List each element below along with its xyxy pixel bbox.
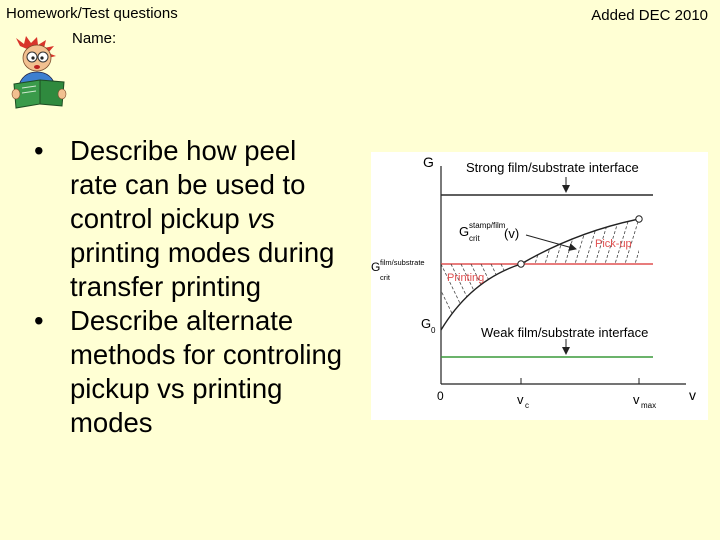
level-label-sup: film/substrate bbox=[380, 258, 425, 267]
curve-arrow bbox=[526, 235, 576, 249]
strong-interface-label: Strong film/substrate interface bbox=[466, 160, 639, 175]
curve-label-arg: (v) bbox=[504, 226, 520, 241]
cartoon-reader-icon bbox=[10, 36, 72, 110]
printing-label: Printing bbox=[447, 272, 485, 284]
added-date-label: Added DEC 2010 bbox=[591, 7, 708, 24]
weak-interface-label: Weak film/substrate interface bbox=[481, 325, 649, 340]
list-item bbox=[30, 304, 350, 440]
question-1-prefix: Describe how peel rate can be used to control pickup bbox=[70, 135, 306, 234]
peel-rate-diagram bbox=[371, 152, 708, 420]
curve-label-sub: crit bbox=[469, 234, 480, 243]
vmax-label-sub: max bbox=[641, 401, 657, 410]
vmax-label-v: v bbox=[633, 392, 640, 407]
name-label: Name: bbox=[72, 30, 117, 47]
origin-label: 0 bbox=[437, 389, 444, 403]
level-label-sub: crit bbox=[380, 273, 390, 282]
question-list bbox=[30, 134, 350, 440]
vmax-point bbox=[636, 216, 642, 222]
vc-label-v: v bbox=[517, 392, 524, 407]
g0-label-sub: 0 bbox=[431, 326, 436, 335]
x-axis-label: v bbox=[689, 387, 696, 403]
list-item bbox=[30, 134, 350, 304]
curve-label-g: G bbox=[459, 224, 470, 239]
level-label-g: G bbox=[371, 260, 381, 274]
y-axis-label: G bbox=[423, 154, 434, 170]
question-2-text: Describe alternate methods for controling pickup vs printing modes bbox=[70, 305, 343, 438]
question-1-italic: vs bbox=[247, 203, 275, 234]
curve-label-sup: stamp/film bbox=[469, 221, 506, 230]
crossover-point bbox=[518, 261, 524, 267]
bullet-dot: • bbox=[34, 305, 44, 336]
vc-label-sub: c bbox=[525, 401, 529, 410]
bullet-dot: • bbox=[34, 135, 44, 166]
g0-label-g: G bbox=[421, 316, 432, 331]
header-title: Homework/Test questions bbox=[6, 5, 178, 22]
pickup-label: Pick-up bbox=[595, 238, 632, 250]
question-1-suffix: printing modes during transfer printing bbox=[70, 237, 335, 302]
